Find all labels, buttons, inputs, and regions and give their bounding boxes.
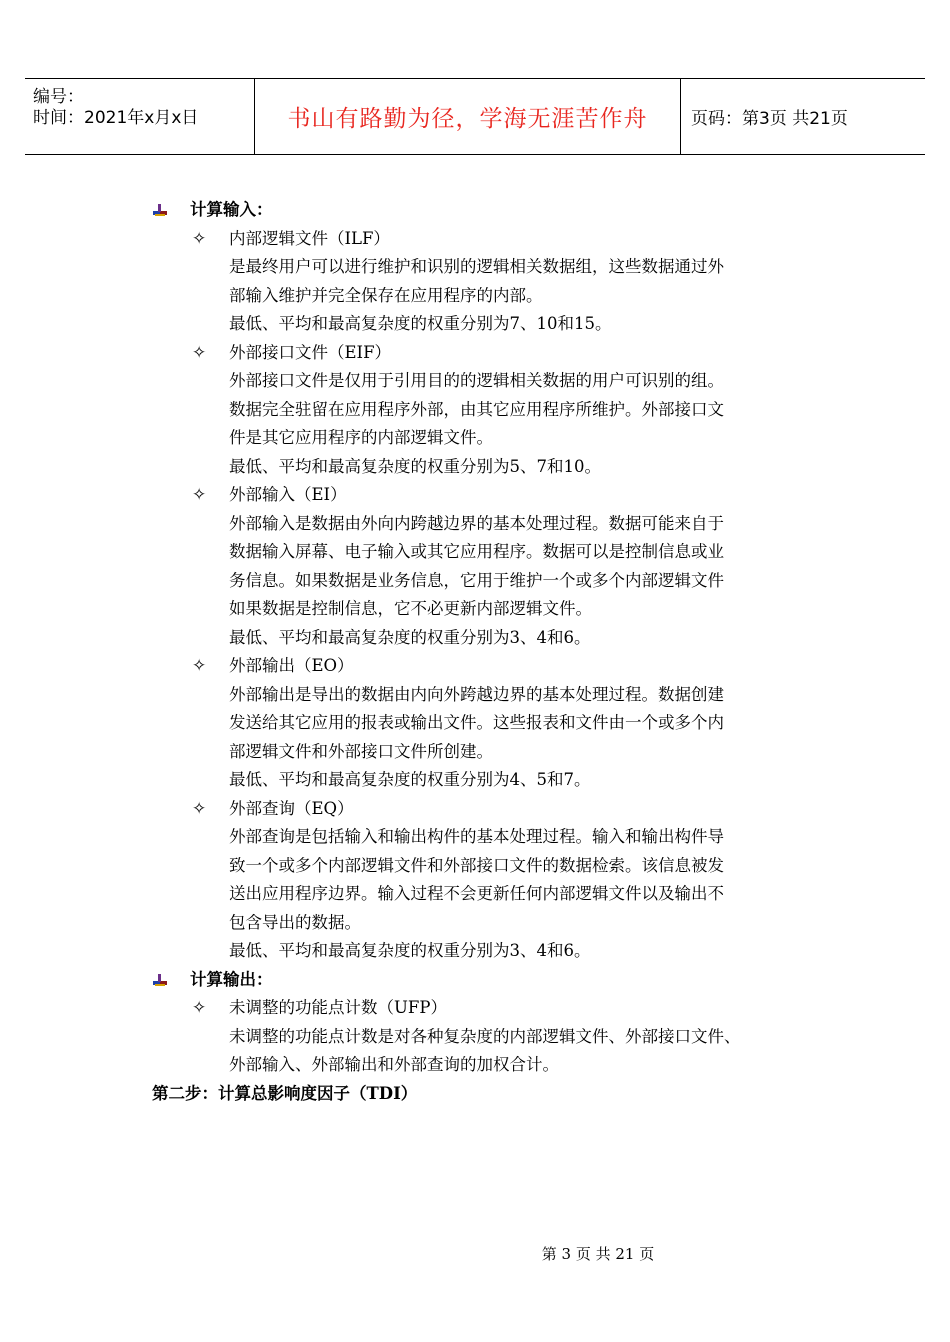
item-text-line: 件是其它应用程序的内部逻辑文件。	[229, 428, 493, 447]
item-heading: 内部逻辑文件（ILF）	[229, 228, 390, 248]
item-text-line: 包含导出的数据。	[229, 912, 361, 932]
item-heading: 未调整的功能点计数（UFP）	[229, 998, 447, 1017]
square-bullet-icon	[152, 972, 168, 988]
item-text-line: 如果数据是控制信息，它不必更新内部逻辑文件。	[229, 599, 592, 618]
item-heading: 外部输出（EO）	[229, 656, 354, 675]
item-text-line: 外部输入、外部输出和外部查询的加权合计。	[229, 1055, 559, 1074]
code-label: 编号：	[33, 87, 84, 107]
item-heading: 外部输入（EI）	[229, 485, 347, 504]
item-text-line: 外部接口文件是仅用于引用目的的逻辑相关数据的用户可识别的组。	[229, 371, 724, 390]
item-text-line: 外部输出是导出的数据由内向外跨越边界的基本处理过程。数据创建	[229, 684, 724, 704]
item-text-line: 致一个或多个内部逻辑文件和外部接口文件的数据检索。该信息被发	[229, 855, 724, 875]
section-title: 计算输出：	[190, 969, 273, 989]
motto-text: 书山有路勤为径，学海无涯苦作舟	[287, 106, 648, 132]
item-text-line: 最低、平均和最高复杂度的权重分别为3、4和6。	[229, 941, 591, 960]
item-text-line: 是最终用户可以进行维护和识别的逻辑相关数据组，这些数据通过外	[229, 257, 724, 276]
item-text-line: 外部查询是包括输入和输出构件的基本处理过程。输入和输出构件导	[229, 827, 724, 846]
item-text-line: 外部输入是数据由外向内跨越边界的基本处理过程。数据可能来自于	[229, 513, 724, 533]
header-left-cell	[25, 79, 254, 154]
diamond-bullet-icon: ✧	[192, 342, 207, 363]
section-title: 计算输入：	[190, 200, 273, 219]
item-heading: 外部查询（EQ）	[229, 798, 354, 818]
item-text-line: 最低、平均和最高复杂度的权重分别为7、10和15。	[229, 314, 612, 333]
item-text-line: 最低、平均和最高复杂度的权重分别为3、4和6。	[229, 627, 591, 647]
page-header	[25, 78, 925, 155]
item-text-line: 最低、平均和最高复杂度的权重分别为5、7和10。	[229, 456, 601, 476]
item-text-line: 送出应用程序边界。输入过程不会更新任何内部逻辑文件以及输出不	[229, 884, 724, 903]
step-heading: 第二步：计算总影响度因子（TDI）	[152, 1083, 418, 1103]
time-label: 时间：2021年x月x日	[33, 108, 199, 128]
diamond-bullet-icon: ✧	[192, 485, 207, 505]
item-heading: 外部接口文件（EIF）	[229, 342, 392, 362]
square-bullet-icon	[152, 202, 168, 218]
diamond-bullet-icon: ✧	[192, 228, 207, 249]
item-text-line: 数据完全驻留在应用程序外部，由其它应用程序所维护。外部接口文	[229, 399, 724, 419]
item-text-line: 务信息。如果数据是业务信息，它用于维护一个或多个内部逻辑文件	[229, 570, 724, 590]
item-text-line: 数据输入屏幕、电子输入或其它应用程序。数据可以是控制信息或业	[229, 542, 724, 561]
header-right-cell	[681, 79, 925, 154]
header-motto-cell	[254, 79, 681, 154]
diamond-bullet-icon: ✧	[192, 656, 207, 676]
page-info: 页码：第3页 共21页	[691, 109, 848, 129]
item-text-line: 部逻辑文件和外部接口文件所创建。	[229, 741, 493, 761]
item-text-line: 发送给其它应用的报表或输出文件。这些报表和文件由一个或多个内	[229, 713, 724, 732]
footer-page-number: 第 3 页 共 21 页	[541, 1245, 655, 1263]
item-text-line: 部输入维护并完全保存在应用程序的内部。	[229, 285, 543, 305]
diamond-bullet-icon: ✧	[192, 998, 207, 1018]
item-text-line: 未调整的功能点计数是对各种复杂度的内部逻辑文件、外部接口文件、	[229, 1026, 741, 1046]
page-footer	[0, 1243, 950, 1264]
item-text-line: 最低、平均和最高复杂度的权重分别为4、5和7。	[229, 770, 591, 789]
diamond-bullet-icon: ✧	[192, 798, 207, 819]
